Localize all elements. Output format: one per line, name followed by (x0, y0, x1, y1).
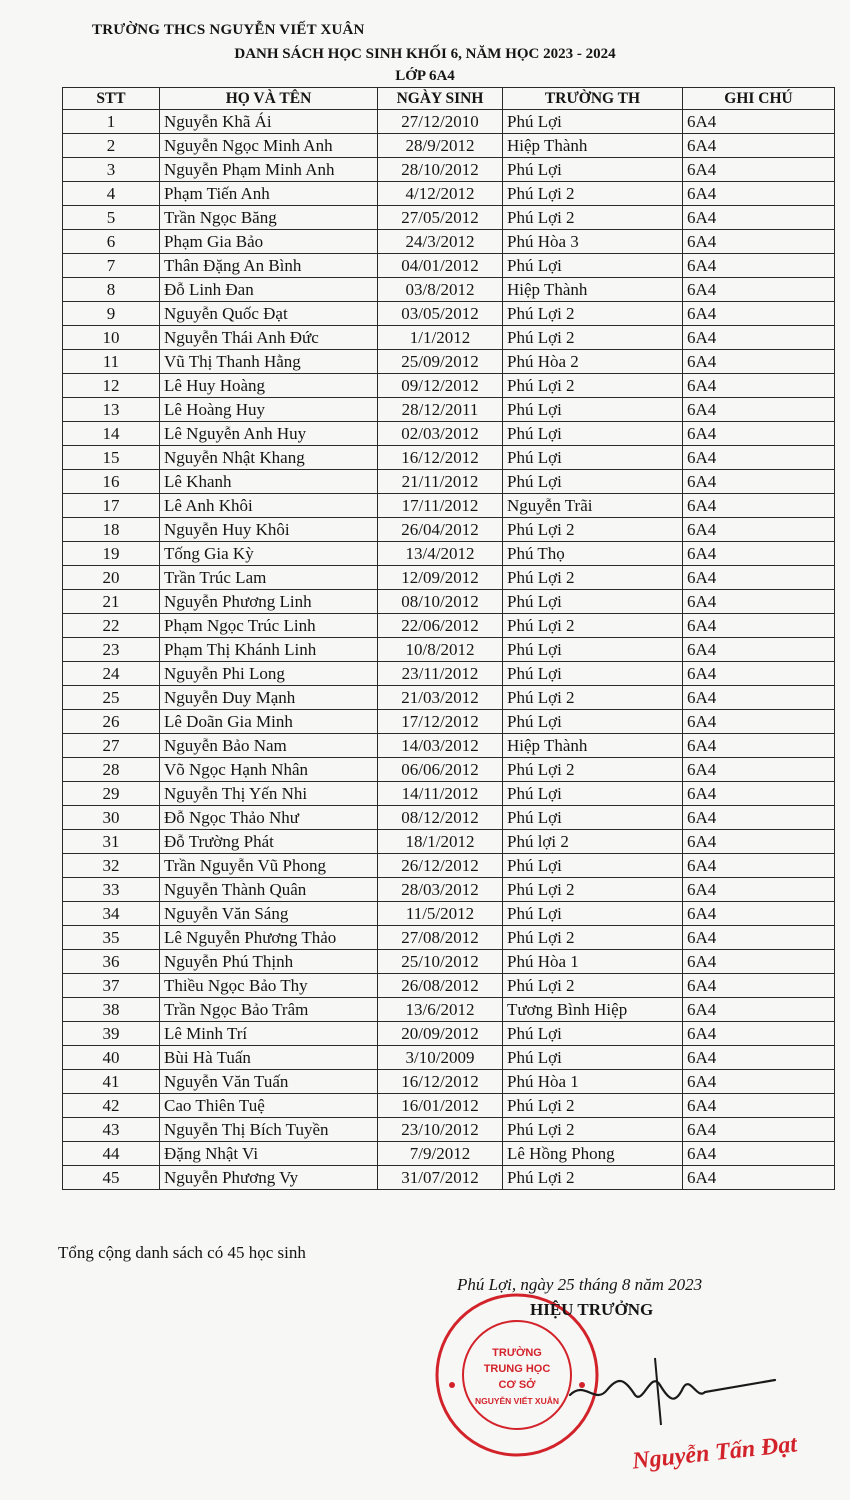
student-name: Tống Gia Kỳ (160, 542, 378, 566)
column-header-name: HỌ VÀ TÊN (160, 88, 378, 110)
student-dob: 09/12/2012 (378, 374, 503, 398)
student-school: Phú Lợi (503, 398, 683, 422)
student-school: Phú Lợi 2 (503, 374, 683, 398)
student-dob: 14/03/2012 (378, 734, 503, 758)
student-dob: 4/12/2012 (378, 182, 503, 206)
table-row (63, 662, 835, 686)
student-stt: 39 (63, 1022, 160, 1046)
student-name: Thân Đặng An Bình (160, 254, 378, 278)
student-name: Đỗ Ngọc Thảo Như (160, 806, 378, 830)
student-school: Tương Bình Hiệp (503, 998, 683, 1022)
student-school: Phú Lợi (503, 806, 683, 830)
table-row (63, 542, 835, 566)
student-stt: 33 (63, 878, 160, 902)
student-stt: 38 (63, 998, 160, 1022)
table-row (63, 974, 835, 998)
student-dob: 21/11/2012 (378, 470, 503, 494)
student-note: 6A4 (683, 422, 835, 446)
student-school: Phú Lợi (503, 902, 683, 926)
student-name: Đặng Nhật Vi (160, 1142, 378, 1166)
student-dob: 03/05/2012 (378, 302, 503, 326)
student-stt: 37 (63, 974, 160, 998)
table-row (63, 158, 835, 182)
student-name: Võ Ngọc Hạnh Nhân (160, 758, 378, 782)
student-stt: 18 (63, 518, 160, 542)
student-school: Phú Lợi (503, 470, 683, 494)
signature-scribble (565, 1350, 785, 1430)
student-name: Lê Khanh (160, 470, 378, 494)
student-note: 6A4 (683, 206, 835, 230)
student-note: 6A4 (683, 902, 835, 926)
student-note: 6A4 (683, 566, 835, 590)
student-name: Nguyễn Phương Vy (160, 1166, 378, 1190)
student-school: Phú Hòa 3 (503, 230, 683, 254)
table-row (63, 1166, 835, 1190)
student-dob: 20/09/2012 (378, 1022, 503, 1046)
student-name: Trần Ngọc Băng (160, 206, 378, 230)
student-school: Phú Lợi 2 (503, 878, 683, 902)
student-dob: 10/8/2012 (378, 638, 503, 662)
student-note: 6A4 (683, 158, 835, 182)
signer-name: Nguyễn Tấn Đạt (631, 1431, 799, 1475)
student-dob: 13/6/2012 (378, 998, 503, 1022)
student-stt: 25 (63, 686, 160, 710)
student-school: Phú Lợi (503, 446, 683, 470)
table-row (63, 878, 835, 902)
column-header-stt: STT (63, 88, 160, 110)
student-note: 6A4 (683, 1070, 835, 1094)
student-school: Phú Lợi 2 (503, 206, 683, 230)
student-note: 6A4 (683, 998, 835, 1022)
student-dob: 25/10/2012 (378, 950, 503, 974)
document-title: DANH SÁCH HỌC SINH KHỐI 6, NĂM HỌC 2023 - 2024 (234, 46, 616, 62)
table-row (63, 734, 835, 758)
student-name: Nguyễn Phạm Minh Anh (160, 158, 378, 182)
student-stt: 29 (63, 782, 160, 806)
student-name: Phạm Thị Khánh Linh (160, 638, 378, 662)
student-school: Phú Lợi 2 (503, 686, 683, 710)
student-name: Đỗ Trường Phát (160, 830, 378, 854)
table-row (63, 998, 835, 1022)
student-dob: 21/03/2012 (378, 686, 503, 710)
table-row (63, 302, 835, 326)
student-note: 6A4 (683, 470, 835, 494)
student-note: 6A4 (683, 614, 835, 638)
student-school: Phú Lợi (503, 254, 683, 278)
student-stt: 30 (63, 806, 160, 830)
date-line: Phú Lợi, ngày 25 tháng 8 năm 2023 (457, 1275, 703, 1294)
table-row (63, 950, 835, 974)
student-name: Phạm Tiến Anh (160, 182, 378, 206)
student-school: Phú Lợi (503, 1046, 683, 1070)
student-name: Phạm Ngọc Trúc Linh (160, 614, 378, 638)
student-stt: 4 (63, 182, 160, 206)
student-name: Nguyễn Văn Tuấn (160, 1070, 378, 1094)
student-school: Phú lợi 2 (503, 830, 683, 854)
student-note: 6A4 (683, 182, 835, 206)
table-row (63, 446, 835, 470)
student-stt: 16 (63, 470, 160, 494)
student-school: Phú Lợi (503, 854, 683, 878)
student-school: Phú Lợi 2 (503, 1118, 683, 1142)
table-row (63, 398, 835, 422)
table-row (63, 422, 835, 446)
student-note: 6A4 (683, 110, 835, 134)
student-dob: 28/12/2011 (378, 398, 503, 422)
table-row (63, 1022, 835, 1046)
table-row (63, 758, 835, 782)
student-school: Phú Lợi 2 (503, 926, 683, 950)
student-stt: 43 (63, 1118, 160, 1142)
student-dob: 26/04/2012 (378, 518, 503, 542)
student-note: 6A4 (683, 806, 835, 830)
student-note: 6A4 (683, 782, 835, 806)
student-stt: 45 (63, 1166, 160, 1190)
student-stt: 6 (63, 230, 160, 254)
student-name: Nguyễn Thị Yến Nhi (160, 782, 378, 806)
student-name: Nguyễn Khã Ái (160, 110, 378, 134)
student-stt: 44 (63, 1142, 160, 1166)
student-stt: 23 (63, 638, 160, 662)
student-name: Đỗ Linh Đan (160, 278, 378, 302)
student-note: 6A4 (683, 350, 835, 374)
student-stt: 1 (63, 110, 160, 134)
student-name: Trần Ngọc Bảo Trâm (160, 998, 378, 1022)
student-name: Nguyễn Quốc Đạt (160, 302, 378, 326)
table-row (63, 902, 835, 926)
student-dob: 28/10/2012 (378, 158, 503, 182)
column-header-dob: NGÀY SINH (378, 88, 503, 110)
student-name: Bùi Hà Tuấn (160, 1046, 378, 1070)
student-dob: 27/05/2012 (378, 206, 503, 230)
student-school: Phú Thọ (503, 542, 683, 566)
student-school: Phú Lợi 2 (503, 1094, 683, 1118)
student-school: Phú Lợi 2 (503, 326, 683, 350)
student-name: Vũ Thị Thanh Hằng (160, 350, 378, 374)
student-dob: 22/06/2012 (378, 614, 503, 638)
table-row (63, 206, 835, 230)
student-stt: 27 (63, 734, 160, 758)
student-name: Nguyễn Văn Sáng (160, 902, 378, 926)
student-dob: 28/03/2012 (378, 878, 503, 902)
student-name: Nguyễn Ngọc Minh Anh (160, 134, 378, 158)
student-dob: 17/11/2012 (378, 494, 503, 518)
student-note: 6A4 (683, 734, 835, 758)
svg-text:TRƯỜNG: TRƯỜNG (492, 1347, 542, 1359)
student-dob: 16/01/2012 (378, 1094, 503, 1118)
student-school: Phú Lợi 2 (503, 974, 683, 998)
student-name: Lê Nguyễn Anh Huy (160, 422, 378, 446)
student-school: Phú Lợi 2 (503, 566, 683, 590)
table-row (63, 254, 835, 278)
student-note: 6A4 (683, 926, 835, 950)
student-stt: 34 (63, 902, 160, 926)
student-dob: 27/12/2010 (378, 110, 503, 134)
student-name: Nguyễn Thành Quân (160, 878, 378, 902)
table-row (63, 374, 835, 398)
student-name: Nguyễn Phương Linh (160, 590, 378, 614)
student-note: 6A4 (683, 710, 835, 734)
student-note: 6A4 (683, 854, 835, 878)
student-note: 6A4 (683, 974, 835, 998)
table-row (63, 566, 835, 590)
column-header-school: TRƯỜNG TH (503, 88, 683, 110)
svg-text:TRUNG HỌC: TRUNG HỌC (483, 1363, 551, 1375)
student-stt: 7 (63, 254, 160, 278)
student-dob: 26/08/2012 (378, 974, 503, 998)
student-note: 6A4 (683, 230, 835, 254)
student-school: Phú Lợi 2 (503, 182, 683, 206)
student-dob: 11/5/2012 (378, 902, 503, 926)
student-name: Thiều Ngọc Bảo Thy (160, 974, 378, 998)
student-dob: 1/1/2012 (378, 326, 503, 350)
student-stt: 12 (63, 374, 160, 398)
student-note: 6A4 (683, 1142, 835, 1166)
table-row (63, 182, 835, 206)
class-title: LỚP 6A4 (395, 68, 455, 84)
school-name: TRƯỜNG THCS NGUYỄN VIẾT XUÂN (92, 22, 365, 38)
table-row (63, 230, 835, 254)
student-school: Phú Lợi 2 (503, 614, 683, 638)
student-note: 6A4 (683, 1166, 835, 1190)
student-note: 6A4 (683, 638, 835, 662)
student-rows (63, 110, 835, 1190)
student-note: 6A4 (683, 590, 835, 614)
table-row (63, 350, 835, 374)
student-school: Phú Lợi (503, 1022, 683, 1046)
student-stt: 13 (63, 398, 160, 422)
student-stt: 31 (63, 830, 160, 854)
student-stt: 28 (63, 758, 160, 782)
student-dob: 28/9/2012 (378, 134, 503, 158)
student-dob: 08/12/2012 (378, 806, 503, 830)
student-name: Trần Nguyễn Vũ Phong (160, 854, 378, 878)
student-name: Lê Anh Khôi (160, 494, 378, 518)
student-dob: 04/01/2012 (378, 254, 503, 278)
student-stt: 41 (63, 1070, 160, 1094)
student-school: Phú Lợi (503, 590, 683, 614)
student-dob: 16/12/2012 (378, 446, 503, 470)
student-stt: 22 (63, 614, 160, 638)
student-stt: 19 (63, 542, 160, 566)
table-row (63, 782, 835, 806)
principal-title: HIỆU TRƯỞNG (530, 1300, 654, 1319)
student-stt: 2 (63, 134, 160, 158)
student-school: Lê Hồng Phong (503, 1142, 683, 1166)
student-dob: 18/1/2012 (378, 830, 503, 854)
student-name: Nguyễn Phi Long (160, 662, 378, 686)
table-row (63, 1118, 835, 1142)
svg-text:NGUYỄN VIẾT XUÂN: NGUYỄN VIẾT XUÂN (474, 1396, 560, 1406)
student-school: Phú Lợi (503, 422, 683, 446)
student-name: Trần Trúc Lam (160, 566, 378, 590)
student-dob: 13/4/2012 (378, 542, 503, 566)
student-dob: 3/10/2009 (378, 1046, 503, 1070)
student-name: Cao Thiên Tuệ (160, 1094, 378, 1118)
table-row (63, 806, 835, 830)
student-note: 6A4 (683, 830, 835, 854)
student-school: Nguyễn Trãi (503, 494, 683, 518)
summary-text: Tổng cộng danh sách có 45 học sinh (58, 1243, 306, 1262)
student-note: 6A4 (683, 878, 835, 902)
student-school: Phú Hòa 1 (503, 950, 683, 974)
table-row (63, 1070, 835, 1094)
table-row (63, 110, 835, 134)
student-dob: 16/12/2012 (378, 1070, 503, 1094)
student-note: 6A4 (683, 446, 835, 470)
student-dob: 7/9/2012 (378, 1142, 503, 1166)
student-dob: 03/8/2012 (378, 278, 503, 302)
student-name: Lê Hoàng Huy (160, 398, 378, 422)
table-row (63, 326, 835, 350)
student-school: Phú Lợi 2 (503, 518, 683, 542)
student-dob: 25/09/2012 (378, 350, 503, 374)
table-row (63, 638, 835, 662)
student-name: Lê Minh Trí (160, 1022, 378, 1046)
table-row (63, 926, 835, 950)
student-dob: 12/09/2012 (378, 566, 503, 590)
student-note: 6A4 (683, 542, 835, 566)
student-stt: 42 (63, 1094, 160, 1118)
student-name: Lê Doãn Gia Minh (160, 710, 378, 734)
student-note: 6A4 (683, 686, 835, 710)
student-school: Hiệp Thành (503, 278, 683, 302)
student-name: Lê Nguyễn Phương Thảo (160, 926, 378, 950)
student-school: Phú Lợi (503, 638, 683, 662)
student-note: 6A4 (683, 134, 835, 158)
svg-text:CƠ SỞ: CƠ SỞ (498, 1379, 536, 1391)
student-note: 6A4 (683, 254, 835, 278)
student-dob: 31/07/2012 (378, 1166, 503, 1190)
student-stt: 17 (63, 494, 160, 518)
table-row (63, 854, 835, 878)
student-stt: 14 (63, 422, 160, 446)
table-row (63, 1142, 835, 1166)
student-name: Nguyễn Duy Mạnh (160, 686, 378, 710)
student-name: Nguyễn Bảo Nam (160, 734, 378, 758)
student-note: 6A4 (683, 494, 835, 518)
student-school: Phú Lợi 2 (503, 1166, 683, 1190)
student-dob: 17/12/2012 (378, 710, 503, 734)
student-note: 6A4 (683, 278, 835, 302)
student-note: 6A4 (683, 302, 835, 326)
student-stt: 20 (63, 566, 160, 590)
student-note: 6A4 (683, 662, 835, 686)
student-school: Phú Lợi (503, 110, 683, 134)
student-school: Phú Lợi 2 (503, 302, 683, 326)
student-note: 6A4 (683, 1022, 835, 1046)
student-dob: 02/03/2012 (378, 422, 503, 446)
student-dob: 27/08/2012 (378, 926, 503, 950)
student-stt: 40 (63, 1046, 160, 1070)
student-stt: 9 (63, 302, 160, 326)
column-header-note: GHI CHÚ (683, 88, 835, 110)
student-stt: 21 (63, 590, 160, 614)
student-stt: 26 (63, 710, 160, 734)
student-note: 6A4 (683, 758, 835, 782)
student-school: Phú Hòa 1 (503, 1070, 683, 1094)
table-row (63, 614, 835, 638)
table-row (63, 470, 835, 494)
table-row (63, 686, 835, 710)
table-row (63, 710, 835, 734)
student-stt: 8 (63, 278, 160, 302)
student-name: Phạm Gia Bảo (160, 230, 378, 254)
student-dob: 08/10/2012 (378, 590, 503, 614)
table-row (63, 494, 835, 518)
student-dob: 14/11/2012 (378, 782, 503, 806)
student-note: 6A4 (683, 1118, 835, 1142)
student-school: Phú Lợi (503, 662, 683, 686)
student-stt: 5 (63, 206, 160, 230)
student-school: Hiệp Thành (503, 734, 683, 758)
student-school: Phú Lợi (503, 710, 683, 734)
student-stt: 11 (63, 350, 160, 374)
student-stt: 35 (63, 926, 160, 950)
student-note: 6A4 (683, 1046, 835, 1070)
student-note: 6A4 (683, 398, 835, 422)
student-note: 6A4 (683, 1094, 835, 1118)
student-name: Lê Huy Hoàng (160, 374, 378, 398)
student-school: Hiệp Thành (503, 134, 683, 158)
table-row (63, 1046, 835, 1070)
student-dob: 23/10/2012 (378, 1118, 503, 1142)
student-name: Nguyễn Nhật Khang (160, 446, 378, 470)
student-stt: 3 (63, 158, 160, 182)
table-row (63, 830, 835, 854)
student-note: 6A4 (683, 374, 835, 398)
table-row (63, 278, 835, 302)
student-note: 6A4 (683, 950, 835, 974)
student-name: Nguyễn Thị Bích Tuyền (160, 1118, 378, 1142)
student-school: Phú Lợi 2 (503, 758, 683, 782)
student-stt: 10 (63, 326, 160, 350)
student-stt: 24 (63, 662, 160, 686)
table-header-row (63, 88, 835, 110)
student-name: Nguyễn Phú Thịnh (160, 950, 378, 974)
student-note: 6A4 (683, 518, 835, 542)
table-row (63, 1094, 835, 1118)
student-dob: 23/11/2012 (378, 662, 503, 686)
table-row (63, 590, 835, 614)
table-row (63, 518, 835, 542)
student-stt: 36 (63, 950, 160, 974)
student-table (62, 87, 835, 1190)
student-school: Phú Lợi (503, 782, 683, 806)
student-dob: 06/06/2012 (378, 758, 503, 782)
student-stt: 15 (63, 446, 160, 470)
student-name: Nguyễn Huy Khôi (160, 518, 378, 542)
student-dob: 26/12/2012 (378, 854, 503, 878)
student-dob: 24/3/2012 (378, 230, 503, 254)
table-row (63, 134, 835, 158)
student-note: 6A4 (683, 326, 835, 350)
student-school: Phú Lợi (503, 158, 683, 182)
student-school: Phú Hòa 2 (503, 350, 683, 374)
student-stt: 32 (63, 854, 160, 878)
student-name: Nguyễn Thái Anh Đức (160, 326, 378, 350)
